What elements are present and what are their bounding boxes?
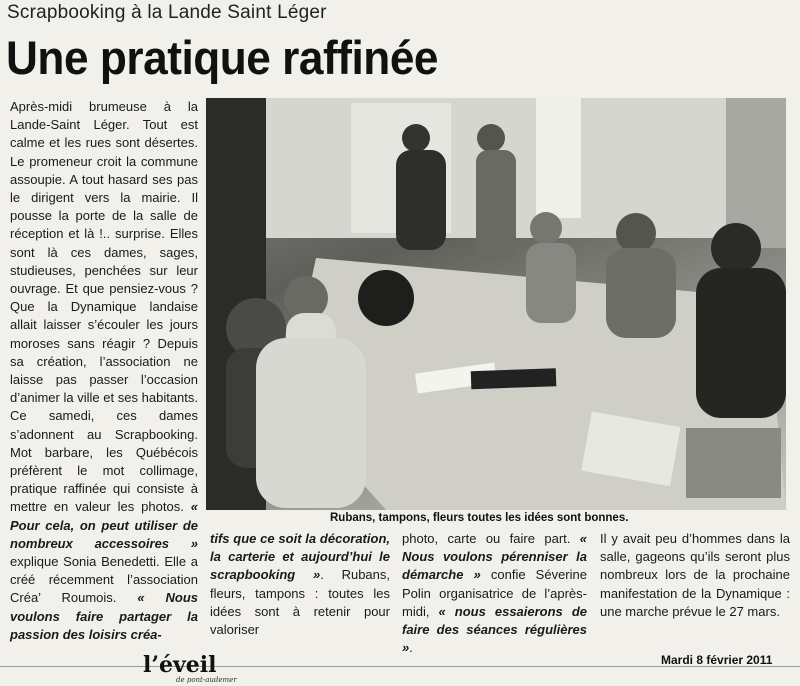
quote: « nous essaierons de faire des séances régulières »: [402, 603, 587, 656]
body-text: .: [409, 640, 413, 656]
article-kicker: Scrapbooking à la Lande Saint Léger: [7, 2, 327, 23]
article-headline: Une pratique raffinée: [6, 31, 439, 84]
quote: « Pour cela, on peut utiliser de nombreux accessoires »: [10, 499, 198, 551]
quote: « Nous voulons faire partager la passion des loisirs créa-: [10, 590, 198, 642]
article-column-2: [210, 530, 390, 639]
article-column-3: [402, 530, 587, 657]
body-text: explique Sonia Benedetti. Elle a créé récemment l’association Créa’ Roumois.: [10, 554, 198, 606]
body-text: Après-midi brumeuse à la Lande-Saint Léger. Tout est calme et les rues sont désertes. Le promeneur croit la commune assoupie. A tout hasard ses pas le dirigent vers la mairie. Il pousse la porte de la salle de réception et là !.. surprise. Elles sont là ces dames, sages, studieuses, penchées sur leur ouvrage. Et que pensiez-vous ? Que la Dynamique landaise allait laisser s’écouler les jours moroses sans réagir ? Depuis sa création, l’association ne laisse pas passer l’occasion d’animer la ville et ses habitants. Ce samedi, ces dames s’adonnent au Scrapbooking. Mot barbare, les Québécois préfèrent le mot collimage, pratique raffinée qui consiste à mettre en valeur les photos.: [10, 99, 198, 515]
newspaper-logo-subtitle: de pont-audemer: [176, 676, 237, 684]
photo-caption: Rubans, tampons, fleurs toutes les idées sont bonnes.: [330, 512, 629, 524]
article-column-1: [10, 98, 198, 644]
body-text: . Rubans, fleurs, tampons : toutes les idées sont à retenir pour valoriser: [210, 567, 390, 638]
article-photo: [206, 98, 786, 510]
article-column-4: [600, 530, 790, 621]
photo-illustration: [206, 98, 786, 510]
issue-date: Mardi 8 février 2011: [661, 653, 773, 667]
newspaper-logo: l’éveil: [143, 652, 217, 678]
quote: tifs que ce soit la décoration, la carterie et aujourd’hui le scrapbooking »: [210, 531, 390, 583]
body-text: Il y avait peu d’hommes dans la salle, gageons qu’ils seront plus nombreux lors de la prochaine manifestation de la Dynamique : une marche prévue le 27 mars.: [600, 531, 790, 619]
body-text: confie Séverine Polin organisatrice de l’après-midi,: [402, 567, 587, 619]
quote: « Nous voulons pérenniser la démarche »: [402, 531, 587, 583]
body-text: photo, carte ou faire part.: [402, 531, 580, 546]
